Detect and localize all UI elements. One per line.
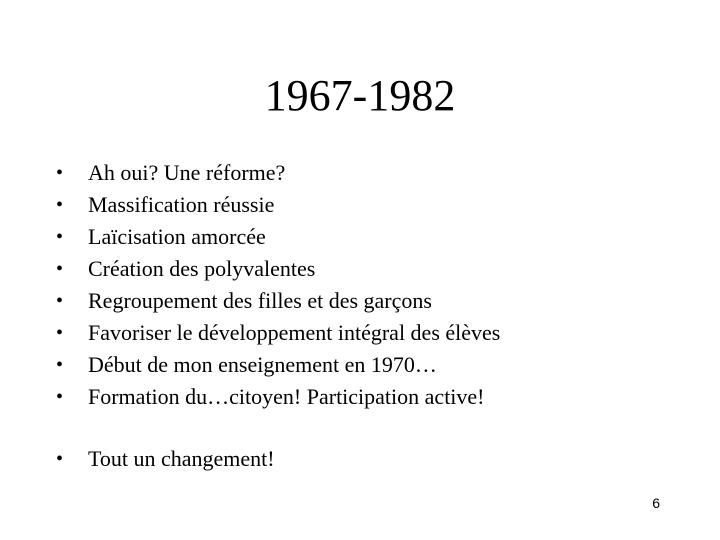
bullet-text: Création des polyvalentes: [88, 256, 316, 281]
page-number: 6: [652, 495, 660, 511]
bullet-marker: •: [56, 354, 64, 376]
bullet-marker: •: [56, 290, 64, 312]
bullet-text: Ah oui? Une réforme?: [88, 160, 286, 185]
bullet-marker: •: [56, 322, 64, 344]
bullet-text: Favoriser le développement intégral des élèves: [88, 320, 501, 345]
bullet-text: Début de mon enseignement en 1970…: [88, 352, 437, 377]
bullet-marker: •: [56, 386, 64, 408]
bullet-text: Formation du…citoyen! Participation active!: [88, 384, 485, 409]
bullet-text: Laïcisation amorcée: [88, 224, 266, 249]
bullet-marker: •: [56, 194, 64, 216]
slide-title: 1967-1982: [264, 71, 456, 120]
bullet-text: Massification réussie: [88, 192, 275, 217]
bullet-marker: •: [56, 162, 64, 184]
bullet-marker: •: [56, 258, 64, 280]
bullet-text: Regroupement des filles et des garçons: [88, 288, 432, 313]
bullet-marker: •: [56, 448, 64, 470]
closing-bullet-text: Tout un changement!: [88, 446, 275, 471]
bullet-marker: •: [56, 226, 64, 248]
